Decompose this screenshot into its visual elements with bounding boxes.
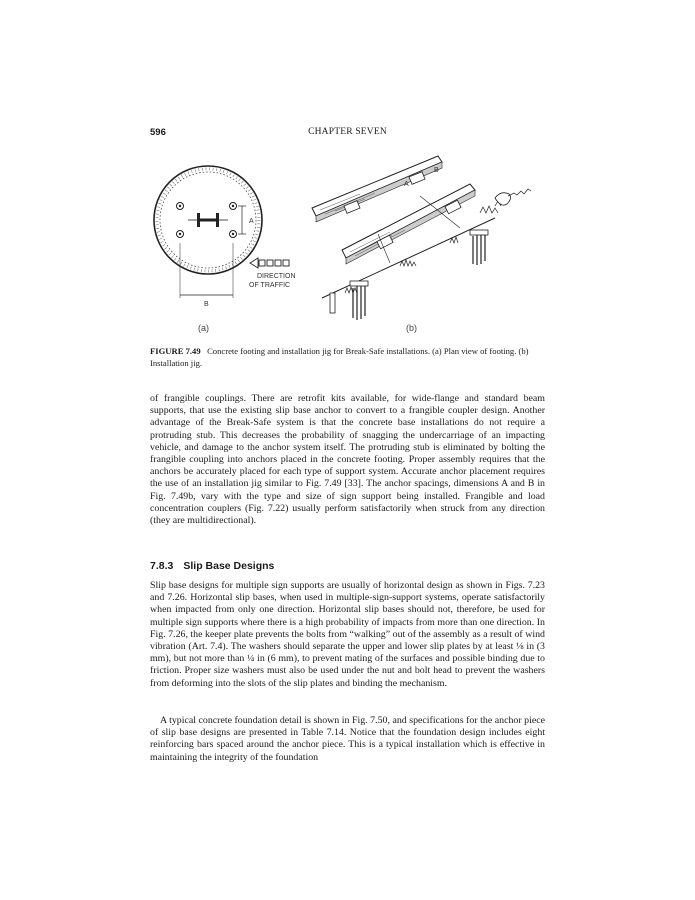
direction-label-line1: DIRECTION	[257, 273, 296, 280]
dimension-b-label: B	[204, 301, 209, 308]
section-heading	[150, 560, 274, 572]
paragraph-1-text: of frangible couplings. There are retrofit kits available, for wide-flange and standard beam supports, that use the existing slip base anchor to convert to a frangible coupler design. Another advantage of the Break-Safe system is that the concrete base installations do not require a protruding stub. This decreases the probability of snagging the undercarriage of an impacting vehicle, and damage to the anchor system itself. The protruding stub is eliminated by bolting the frangible coupling into anchors placed in the concrete footing. Proper assembly requires that the anchors be accurately placed for each type of support system. Accurate anchor placement requires the use of an installation jig similar to Fig. 7.49 [33]. The anchor spacings, dimensions A and B in Fig. 7.49b, vary with the type and size of sign support being installed. Frangible and load concentration couplers (Fig. 7.22) usually perform satisfactorily when struck from any direction (they are multidirectional).	[150, 393, 545, 527]
paragraph-3	[150, 715, 545, 764]
section-title: Slip Base Designs	[183, 560, 275, 572]
figure-drawing	[150, 148, 545, 338]
paragraph-2	[150, 580, 545, 690]
paragraph-1	[150, 393, 545, 527]
subfigure-b-label: (b)	[406, 323, 417, 333]
caption-figure-id: FIGURE 7.49	[150, 346, 201, 356]
section-number: 7.8.3	[150, 560, 174, 572]
direction-label-line2: OF TRAFFIC	[249, 282, 291, 289]
footing-plan-view	[154, 166, 296, 333]
subfigure-a-label: (a)	[198, 323, 209, 333]
figure-caption	[150, 346, 545, 369]
dimension-a-label: A	[249, 218, 254, 225]
installation-jig-drawing	[312, 156, 531, 333]
page-number: 596	[150, 127, 166, 138]
jig-label-a: A	[404, 181, 409, 188]
paragraph-3-text: A typical concrete foundation detail is shown in Fig. 7.50, and specifications for the anchor piece of slip base designs are presented in Table 7.14. Notice that the foundation design includes eight reinforcing bars spaced around the anchor piece. This is a typical installation which is effective in maintaining the integrity of the foundation	[150, 715, 545, 763]
paragraph-2-text: Slip base designs for multiple sign supports are usually of horizontal design as shown in Figs. 7.23 and 7.26. Horizontal slip bases, when used in multiple-sign-support systems, operate satisfactorily when impacted from only one direction. Horizontal slip bases should not, therefore, be used for multiple sign supports where there is a high probability of impacts from more than one direction. In Fig. 7.26, the keeper plate prevents the bolts from “walking” out of the assembly as a result of wind vibration (Art. 7.4). The washers should separate the upper and lower slip plates by at least ⅛ in (3 mm), but not more than ¼ in (6 mm), to prevent mating of the surfaces and possible binding due to friction. Proper size washers must also be used under the nut and bolt head to prevent the washers from deforming into the slots of the slip plates and binding the mechanism.	[150, 580, 545, 689]
chapter-title: CHAPTER SEVEN	[308, 127, 387, 137]
figure-7-49	[150, 148, 545, 338]
traffic-arrow-icon	[250, 258, 289, 268]
caption-text: Concrete footing and installation jig for Break-Safe installations. (a) Plan view of footing. (b) Installation jig.	[150, 346, 529, 368]
jig-label-b: B	[434, 167, 439, 174]
